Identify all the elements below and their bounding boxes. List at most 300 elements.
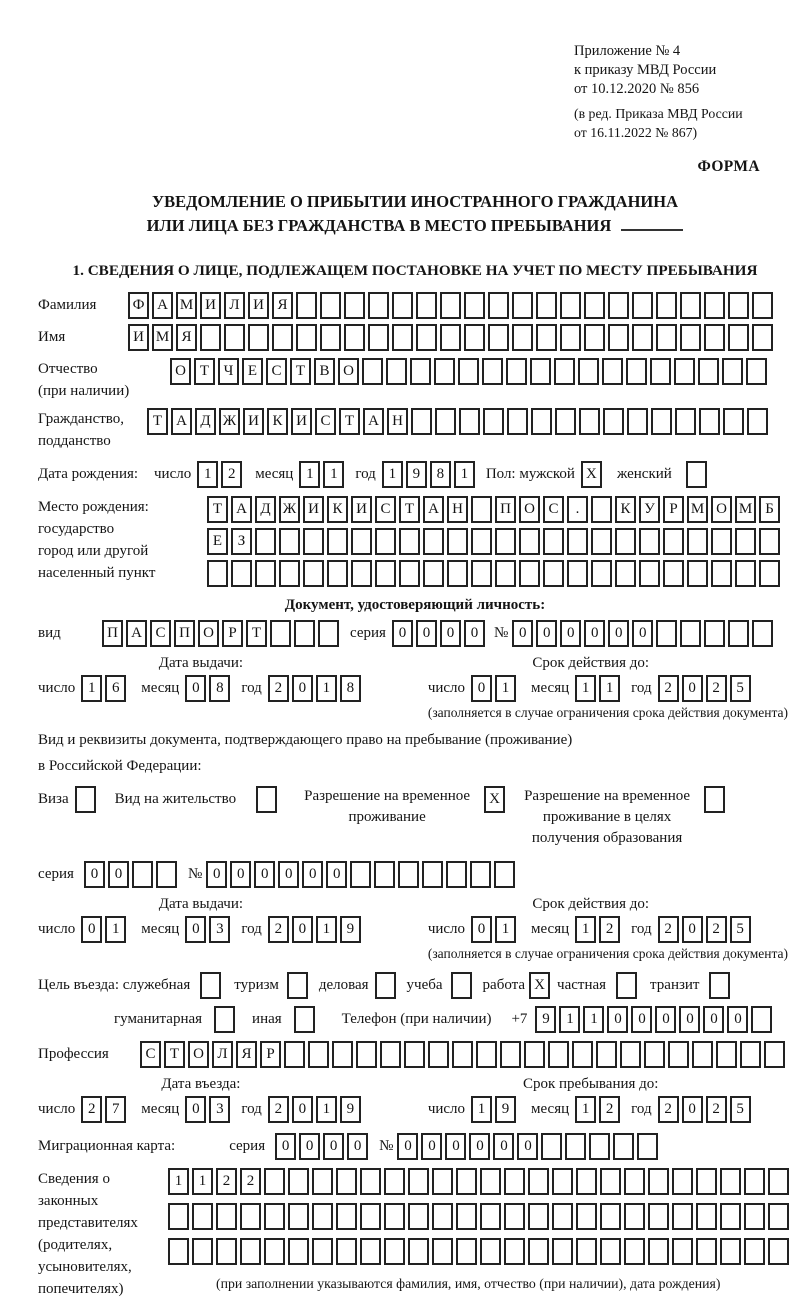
form-cell: 2 — [658, 1096, 679, 1123]
form-cell — [240, 1203, 261, 1230]
form-cell — [446, 861, 467, 888]
form-cell: С — [375, 496, 396, 523]
sex-male-label: Пол: мужской — [485, 465, 575, 482]
form-cell: Д — [255, 496, 276, 523]
form-cell: 9 — [535, 1006, 556, 1033]
form-cell — [600, 1168, 621, 1195]
form-cell: 2 — [216, 1168, 237, 1195]
form-cell — [531, 408, 552, 435]
form-cell: О — [519, 496, 540, 523]
form-cell — [650, 358, 671, 385]
name-row — [38, 324, 792, 351]
form-cell: Ч — [218, 358, 239, 385]
birthplace-grid-3 — [207, 560, 783, 587]
form-cell: И — [351, 496, 372, 523]
form-cell — [572, 1041, 593, 1068]
form-cell — [392, 324, 413, 351]
form-cell — [284, 1041, 305, 1068]
form-cell: Т — [339, 408, 360, 435]
series-label: серия — [229, 1137, 266, 1154]
form-cell — [584, 292, 605, 319]
form-cell — [303, 560, 324, 587]
form-cell: 0 — [471, 675, 492, 702]
form-cell — [591, 496, 612, 523]
form-cell: С — [266, 358, 287, 385]
doc-issue-month-grid — [185, 675, 233, 702]
form-cell — [548, 1041, 569, 1068]
form-cell — [327, 528, 348, 555]
form-cell: А — [231, 496, 252, 523]
form-cell: К — [615, 496, 636, 523]
form-cell: 0 — [471, 916, 492, 943]
number-sign: № — [187, 865, 203, 882]
form-cell: 1 — [192, 1168, 213, 1195]
form-cell — [404, 1041, 425, 1068]
appendix-line: Приложение № 4 — [574, 43, 681, 59]
citizenship-label: Гражданство, подданство — [38, 410, 125, 449]
form-cell: 0 — [608, 620, 629, 647]
form-cell: 0 — [299, 1133, 320, 1160]
form-cell — [512, 324, 533, 351]
form-cell: 9 — [340, 1096, 361, 1123]
form-cell — [456, 1168, 477, 1195]
doc-issue-year-grid — [268, 675, 364, 702]
form-cell: 5 — [730, 916, 751, 943]
form-cell: Ф — [128, 292, 149, 319]
surname-grid — [128, 292, 776, 319]
form-cell — [356, 1041, 377, 1068]
visa-label: Виза — [38, 790, 69, 807]
form-cell: 0 — [727, 1006, 748, 1033]
form-cell: 0 — [185, 1096, 206, 1123]
form-cell — [648, 1203, 669, 1230]
form-cell — [567, 528, 588, 555]
citizenship-row — [38, 408, 792, 452]
form-cell — [744, 1203, 765, 1230]
form-cell: А — [152, 292, 173, 319]
form-cell: О — [188, 1041, 209, 1068]
form-cell — [336, 1168, 357, 1195]
birthplace-grid-1 — [207, 496, 783, 523]
form-cell: Т — [194, 358, 215, 385]
form-cell — [632, 324, 653, 351]
name-label: Имя — [38, 328, 66, 345]
form-cell — [720, 1203, 741, 1230]
form-cell: Т — [246, 620, 267, 647]
form-cell — [528, 1203, 549, 1230]
permit-valid-month-grid — [575, 916, 623, 943]
form-cell: 8 — [340, 675, 361, 702]
permit-issue-day-grid — [81, 916, 129, 943]
form-cell: 1 — [105, 916, 126, 943]
doc-number-grid — [512, 620, 776, 647]
permit-dates — [38, 896, 792, 943]
form-cell — [494, 861, 515, 888]
form-cell — [656, 324, 677, 351]
form-cell — [440, 292, 461, 319]
form-cell — [386, 358, 407, 385]
form-cell — [504, 1238, 525, 1265]
form-cell: . — [567, 496, 588, 523]
form-cell: 0 — [469, 1133, 490, 1160]
form-cell: О — [198, 620, 219, 647]
form-cell — [392, 292, 413, 319]
form-cell: Т — [399, 496, 420, 523]
purpose-other-checkbox — [294, 1006, 318, 1033]
purpose-humanitarian-checkbox — [214, 1006, 238, 1033]
form-cell — [408, 1168, 429, 1195]
form-cell: 0 — [631, 1006, 652, 1033]
form-cell — [270, 620, 291, 647]
form-cell — [589, 1133, 610, 1160]
stay-month-grid — [575, 1096, 623, 1123]
form-cell — [627, 408, 648, 435]
form-cell — [422, 861, 443, 888]
form-cell — [616, 972, 637, 999]
temp-residence-checkbox — [484, 786, 508, 813]
form-cell — [579, 408, 600, 435]
form-cell: 1 — [599, 675, 620, 702]
migration-number-grid — [397, 1133, 661, 1160]
form-cell: Н — [447, 496, 468, 523]
form-cell — [192, 1238, 213, 1265]
form-cell — [156, 861, 177, 888]
form-cell: 0 — [185, 916, 206, 943]
form-cell — [576, 1238, 597, 1265]
form-cell: Л — [224, 292, 245, 319]
profession-grid — [140, 1041, 788, 1068]
form-cell — [600, 1238, 621, 1265]
form-cell — [408, 1203, 429, 1230]
form-cell — [432, 1168, 453, 1195]
form-cell: 3 — [209, 916, 230, 943]
form-cell — [506, 358, 527, 385]
form-cell — [519, 560, 540, 587]
form-cell: Я — [236, 1041, 257, 1068]
form-cell: 1 — [316, 675, 337, 702]
entry-month-grid — [185, 1096, 233, 1123]
form-cell — [248, 324, 269, 351]
purpose-business-label: деловая — [318, 976, 369, 993]
form-cell: 1 — [575, 1096, 596, 1123]
form-cell: 2 — [706, 916, 727, 943]
form-cell — [704, 324, 725, 351]
visa-checkbox — [75, 786, 99, 813]
form-cell — [279, 560, 300, 587]
form-cell — [663, 528, 684, 555]
form-cell: П — [174, 620, 195, 647]
form-cell — [723, 408, 744, 435]
form-cell: 9 — [340, 916, 361, 943]
form-cell — [344, 324, 365, 351]
form-cell: 1 — [197, 461, 218, 488]
purpose-official-label: Цель въезда: служебная — [38, 976, 191, 993]
doc-series-grid — [392, 620, 488, 647]
form-cell — [744, 1238, 765, 1265]
form-cell: Р — [260, 1041, 281, 1068]
form-cell — [735, 528, 756, 555]
form-cell: Д — [195, 408, 216, 435]
form-cell — [200, 972, 221, 999]
sex-female-label: женский — [616, 465, 672, 482]
form-cell: 2 — [599, 916, 620, 943]
form-cell: Р — [222, 620, 243, 647]
phone-grid — [535, 1006, 775, 1033]
form-cell — [452, 1041, 473, 1068]
title-line1: УВЕДОМЛЕНИЕ О ПРИБЫТИИ ИНОСТРАННОГО ГРАЖДАНИНА — [151, 191, 679, 211]
series-label: серия — [350, 624, 386, 641]
form-cell — [672, 1238, 693, 1265]
residence-permit-checkbox — [256, 786, 280, 813]
form-cell — [519, 528, 540, 555]
form-cell — [344, 292, 365, 319]
purpose-private-label: частная — [557, 976, 607, 993]
form-cell: 1 — [575, 916, 596, 943]
temp-residence-label: Разрешение на временное проживание — [304, 787, 471, 825]
form-cell — [360, 1238, 381, 1265]
purpose-humanitarian-label: гуманитарная — [114, 1010, 203, 1027]
form-cell — [384, 1168, 405, 1195]
purpose-work-checkbox — [529, 972, 553, 999]
form-cell — [410, 358, 431, 385]
form-cell: 0 — [421, 1133, 442, 1160]
form-cell — [680, 620, 701, 647]
form-cell — [728, 292, 749, 319]
birthdate-label: Дата рождения: — [38, 465, 139, 482]
form-cell — [256, 786, 277, 813]
form-cell — [470, 861, 491, 888]
form-cell: 1 — [575, 675, 596, 702]
form-cell — [255, 560, 276, 587]
form-cell — [747, 408, 768, 435]
form-cell — [224, 324, 245, 351]
form-cell — [555, 408, 576, 435]
form-cell — [603, 408, 624, 435]
form-cell: И — [128, 324, 149, 351]
form-cell: 0 — [682, 1096, 703, 1123]
form-cell — [464, 292, 485, 319]
form-cell: Л — [212, 1041, 233, 1068]
form-cell — [768, 1238, 789, 1265]
form-cell: 1 — [495, 675, 516, 702]
form-cell: 0 — [517, 1133, 538, 1160]
form-cell — [483, 408, 504, 435]
sex-male-checkbox — [581, 461, 605, 488]
form-cell — [423, 528, 444, 555]
form-cell: 0 — [278, 861, 299, 888]
name-grid — [128, 324, 776, 351]
form-cell — [320, 324, 341, 351]
form-cell — [320, 292, 341, 319]
form-cell: М — [687, 496, 708, 523]
form-cell — [698, 358, 719, 385]
form-cell — [432, 1238, 453, 1265]
birthdate-row — [38, 461, 792, 488]
form-cell — [428, 1041, 449, 1068]
revision-line: от 16.11.2022 № 867) — [574, 124, 698, 140]
purpose-tourism-checkbox — [287, 972, 311, 999]
form-cell: Е — [242, 358, 263, 385]
form-cell — [447, 560, 468, 587]
form-cell — [624, 1203, 645, 1230]
form-cell: 0 — [512, 620, 533, 647]
form-cell — [480, 1203, 501, 1230]
form-cell — [384, 1203, 405, 1230]
purpose-work-label: работа — [482, 976, 526, 993]
birth-day-grid — [197, 461, 245, 488]
birthplace-block — [38, 496, 792, 587]
purpose-study-checkbox — [451, 972, 475, 999]
form-cell — [620, 1041, 641, 1068]
valid-until-group: Срок действия до: число 0 1 месяц 1 1 год 2 0 2 5 — [428, 655, 754, 702]
form-cell: 0 — [493, 1133, 514, 1160]
form-cell — [432, 1203, 453, 1230]
form-cell: 0 — [254, 861, 275, 888]
form-cell — [231, 560, 252, 587]
purpose-row-1 — [38, 972, 792, 999]
form-cell — [711, 560, 732, 587]
form-cell — [651, 408, 672, 435]
form-cell: 1 — [382, 461, 403, 488]
form-cell — [447, 528, 468, 555]
form-cell — [216, 1238, 237, 1265]
form-cell: Б — [759, 496, 780, 523]
purpose-business-checkbox — [375, 972, 399, 999]
form-cell: П — [495, 496, 516, 523]
form-cell — [752, 292, 773, 319]
form-cell — [709, 972, 730, 999]
profession-row — [38, 1041, 792, 1068]
migration-card-row — [38, 1133, 792, 1160]
number-sign: № — [379, 1137, 394, 1154]
form-cell — [600, 1203, 621, 1230]
form-cell — [584, 324, 605, 351]
form-cell: 2 — [268, 1096, 289, 1123]
form-cell: 8 — [430, 461, 451, 488]
form-cell: 2 — [268, 675, 289, 702]
phone-label: Телефон (при наличии) — [341, 1010, 492, 1027]
purpose-official-checkbox — [200, 972, 224, 999]
patronymic-label: Отчество (при наличии) — [38, 360, 130, 399]
form-cell: А — [423, 496, 444, 523]
form-cell: 0 — [632, 620, 653, 647]
form-cell — [327, 560, 348, 587]
form-cell — [480, 1238, 501, 1265]
form-cell: Ж — [279, 496, 300, 523]
form-cell — [336, 1238, 357, 1265]
permit-issue-year-grid — [268, 916, 364, 943]
form-cell — [576, 1203, 597, 1230]
form-cell — [504, 1203, 525, 1230]
form-cell — [488, 292, 509, 319]
form-cell — [656, 620, 677, 647]
title-blank-underline — [621, 218, 683, 231]
form-cell — [565, 1133, 586, 1160]
form-cell — [704, 786, 725, 813]
form-cell — [759, 560, 780, 587]
form-cell — [524, 1041, 545, 1068]
form-cell: 0 — [292, 675, 313, 702]
form-cell: С — [140, 1041, 161, 1068]
form-cell — [495, 560, 516, 587]
form-cell — [308, 1041, 329, 1068]
form-cell: П — [102, 620, 123, 647]
id-doc-heading: Документ, удостоверяющий личность: — [284, 596, 546, 613]
stay-until-group: Срок пребывания до: число 1 9 месяц 1 2 год 2 0 2 5 — [428, 1076, 754, 1123]
form-cell: 9 — [495, 1096, 516, 1123]
form-cell: Е — [207, 528, 228, 555]
form-cell — [728, 324, 749, 351]
form-cell — [626, 358, 647, 385]
form-cell — [648, 1238, 669, 1265]
form-cell — [264, 1168, 285, 1195]
form-cell — [459, 408, 480, 435]
form-cell — [207, 560, 228, 587]
legal-representatives-block — [38, 1168, 792, 1300]
form-cell — [656, 292, 677, 319]
permit-valid-day-grid — [471, 916, 519, 943]
temp-residence-edu-label: Разрешение на временное проживание в целях получения образования — [524, 787, 691, 846]
form-cell — [375, 528, 396, 555]
permit-issue-group: Дата выдачи: число 0 1 месяц 0 3 год 2 0 1 9 — [38, 896, 364, 943]
form-cell: 2 — [658, 916, 679, 943]
id-doc-dates — [38, 655, 792, 702]
birthplace-label: Место рождения: государство город или другой населенный пункт — [38, 498, 156, 581]
form-cell — [740, 1041, 761, 1068]
form-cell: 0 — [323, 1133, 344, 1160]
doc-valid-month-grid — [575, 675, 623, 702]
form-cell — [692, 1041, 713, 1068]
birthplace-grid-2 — [207, 528, 783, 555]
form-cell — [541, 1133, 562, 1160]
id-doc-row — [38, 620, 792, 647]
form-cell — [608, 292, 629, 319]
entry-date-group: Дата въезда: число 2 7 месяц 0 3 год 2 0 1 9 — [38, 1076, 364, 1123]
form-cell — [132, 861, 153, 888]
form-cell — [362, 358, 383, 385]
form-cell — [480, 1168, 501, 1195]
form-cell — [456, 1238, 477, 1265]
form-cell: X — [529, 972, 550, 999]
form-cell: Р — [663, 496, 684, 523]
form-cell: 3 — [209, 1096, 230, 1123]
form-cell: 0 — [292, 916, 313, 943]
form-cell — [416, 292, 437, 319]
form-cell — [624, 1238, 645, 1265]
form-cell — [751, 1006, 772, 1033]
form-cell — [312, 1168, 333, 1195]
form-cell — [674, 358, 695, 385]
form-cell — [464, 324, 485, 351]
form-cell: 1 — [454, 461, 475, 488]
form-cell — [294, 620, 315, 647]
form-cell: К — [267, 408, 288, 435]
legal-grid-2 — [168, 1203, 792, 1230]
form-cell: 0 — [397, 1133, 418, 1160]
form-cell — [399, 528, 420, 555]
form-cell — [296, 292, 317, 319]
form-cell: 6 — [105, 675, 126, 702]
form-cell — [456, 1203, 477, 1230]
form-cell — [411, 408, 432, 435]
purpose-transit-checkbox — [709, 972, 733, 999]
form-cell — [488, 324, 509, 351]
form-cell — [596, 1041, 617, 1068]
form-cell: 0 — [230, 861, 251, 888]
form-cell — [288, 1238, 309, 1265]
form-cell — [255, 528, 276, 555]
form-cell: 1 — [316, 1096, 337, 1123]
